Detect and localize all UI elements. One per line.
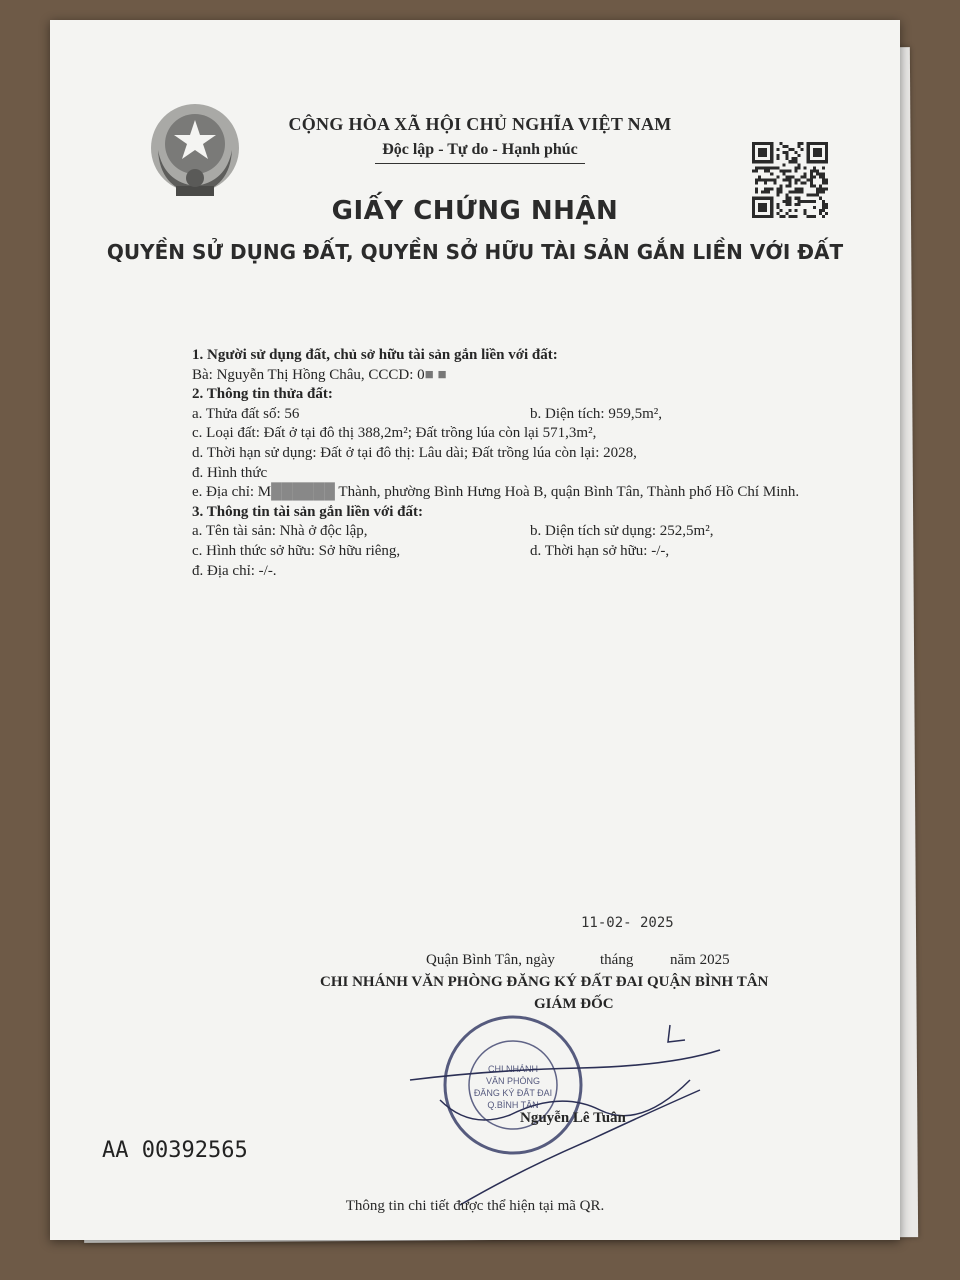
motto-underline — [375, 163, 585, 164]
document-title: GIẤY CHỨNG NHẬN — [331, 196, 619, 226]
asset-name: a. Tên tài sản: Nhà ở độc lập, — [192, 523, 368, 540]
country-name: CỘNG HÒA XÃ HỘI CHỦ NGHĨA VIỆT NAM — [288, 114, 672, 134]
qr-footer-note: Thông tin chi tiết được thể hiện tại mã QR. — [345, 1198, 605, 1214]
signer-name: Nguyễn Lê Tuân — [520, 1110, 626, 1126]
section2-heading: 2. Thông tin thửa đất: — [192, 386, 333, 403]
asset-ownership-form: c. Hình thức sở hữu: Sở hữu riêng, — [192, 542, 401, 559]
national-emblem-icon — [140, 90, 250, 210]
owner-name: Bà: Nguyễn Thị Hồng Châu, CCCD: 0 — [192, 366, 425, 383]
national-header — [270, 114, 690, 164]
director-title: GIÁM ĐỐC — [534, 996, 614, 1012]
asset-ownership-term: d. Thời hạn sở hữu: -/-, — [530, 542, 670, 559]
parcel-area: b. Diện tích: 959,5m², — [530, 405, 662, 422]
issue-date-stamp: 11-02- 2025 — [581, 915, 674, 931]
land-term: d. Thời hạn sử dụng: Đất ở tại đô thị: Lâu dài; Đất trồng lúa còn lại: 2028, — [192, 444, 637, 461]
asset-address: đ. Địa chỉ: -/-. — [192, 562, 277, 579]
national-motto: Độc lập - Tự do - Hạnh phúc — [382, 141, 578, 158]
issuing-office: CHI NHÁNH VĂN PHÒNG ĐĂNG KÝ ĐẤT ĐAI QUẬN BÌNH TÂN — [320, 974, 769, 990]
land-use-form: đ. Hình thức — [192, 464, 268, 481]
svg-text:CHI NHÁNH: CHI NHÁNH — [487, 1064, 539, 1074]
parcel-line — [192, 405, 862, 425]
section3-heading: 3. Thông tin tài sản gắn liền với đất: — [192, 503, 423, 520]
certificate-body — [192, 346, 862, 581]
svg-text:ĐĂNG KÝ ĐẤT ĐAI: ĐĂNG KÝ ĐẤT ĐAI — [473, 1088, 553, 1098]
svg-text:VĂN PHÒNG: VĂN PHÒNG — [485, 1076, 541, 1086]
certificate-page — [50, 20, 900, 1240]
land-address-rest: Thành, phường Bình Hưng Hoà B, quận Bình Tân, Thành phố Hồ Chí Minh. — [338, 484, 800, 501]
cccd-redacted: ■ ■ — [424, 366, 447, 383]
parcel-number: a. Thửa đất số: 56 — [192, 405, 300, 422]
land-type: c. Loại đất: Đất ở tại đô thị 388,2m²; Đất trồng lúa còn lại 571,3m², — [192, 425, 597, 442]
asset-line-1 — [192, 522, 862, 542]
certificate-serial: AA 00392565 — [102, 1138, 248, 1163]
land-address-label: e. Địa chỉ: M — [192, 484, 272, 501]
section1-heading: 1. Người sử dụng đất, chủ sở hữu tài sản gắn liền với đất: — [192, 347, 558, 363]
issue-month-label: tháng — [600, 952, 634, 968]
land-address: e. Địa chỉ: M██████ Thành, phường Bình Hưng Hoà B, quận Bình Tân, Thành phố Hồ Chí Minh. — [192, 484, 800, 501]
owner-line — [192, 366, 862, 386]
asset-used-area: b. Diện tích sử dụng: 252,5m², — [530, 523, 714, 540]
document-subtitle: QUYỀN SỬ DỤNG ĐẤT, QUYỀN SỞ HỮU TÀI SẢN GẮN LIỀN VỚI ĐẤT — [106, 240, 844, 264]
asset-line-2 — [192, 542, 862, 562]
issue-year: năm 2025 — [670, 952, 730, 968]
issue-place-day: Quận Bình Tân, ngày — [426, 952, 555, 968]
svg-text:Q.BÌNH TÂN: Q.BÌNH TÂN — [487, 1100, 539, 1110]
